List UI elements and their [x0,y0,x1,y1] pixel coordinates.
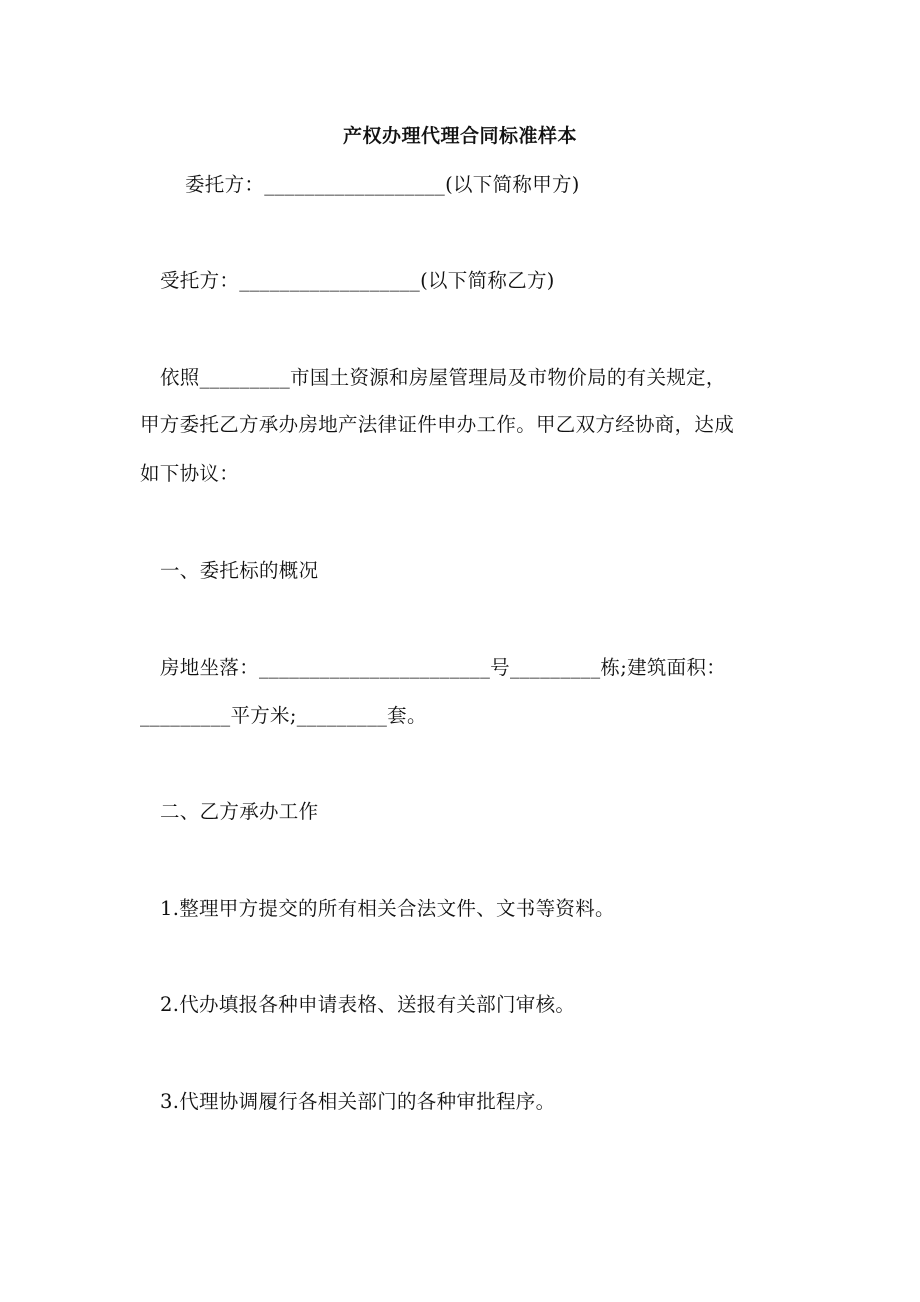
work-item-1: 1.整理甲方提交的所有相关合法文件、文书等资料。 [160,897,615,920]
basis-paragraph-line-3: 如下协议： [140,462,240,485]
basis-paragraph-line-1: 依照_________市国土资源和房屋管理局及市物价局的有关规定， [160,366,726,389]
work-item-2: 2.代办填报各种申请表格、送报有关部门审核。 [160,993,576,1016]
section-2-heading: 二、乙方承办工作 [160,800,319,823]
property-line-1: 房地坐落：_______________________号_________栋;建筑面积： [160,656,727,679]
agent-line: 受托方：__________________(以下简称乙方) [160,269,555,292]
document-title: 产权办理代理合同标准样本 [342,125,577,147]
basis-paragraph-line-2: 甲方委托乙方承办房地产法律证件申办工作。甲乙双方经协商，达成 [140,413,735,436]
principal-line: 委托方：__________________(以下简称甲方) [185,173,580,196]
property-line-2: _________平方米;_________套。 [140,704,427,727]
work-item-3: 3.代理协调履行各相关部门的各种审批程序。 [160,1090,556,1113]
section-1-heading: 一、委托标的概况 [160,559,319,582]
